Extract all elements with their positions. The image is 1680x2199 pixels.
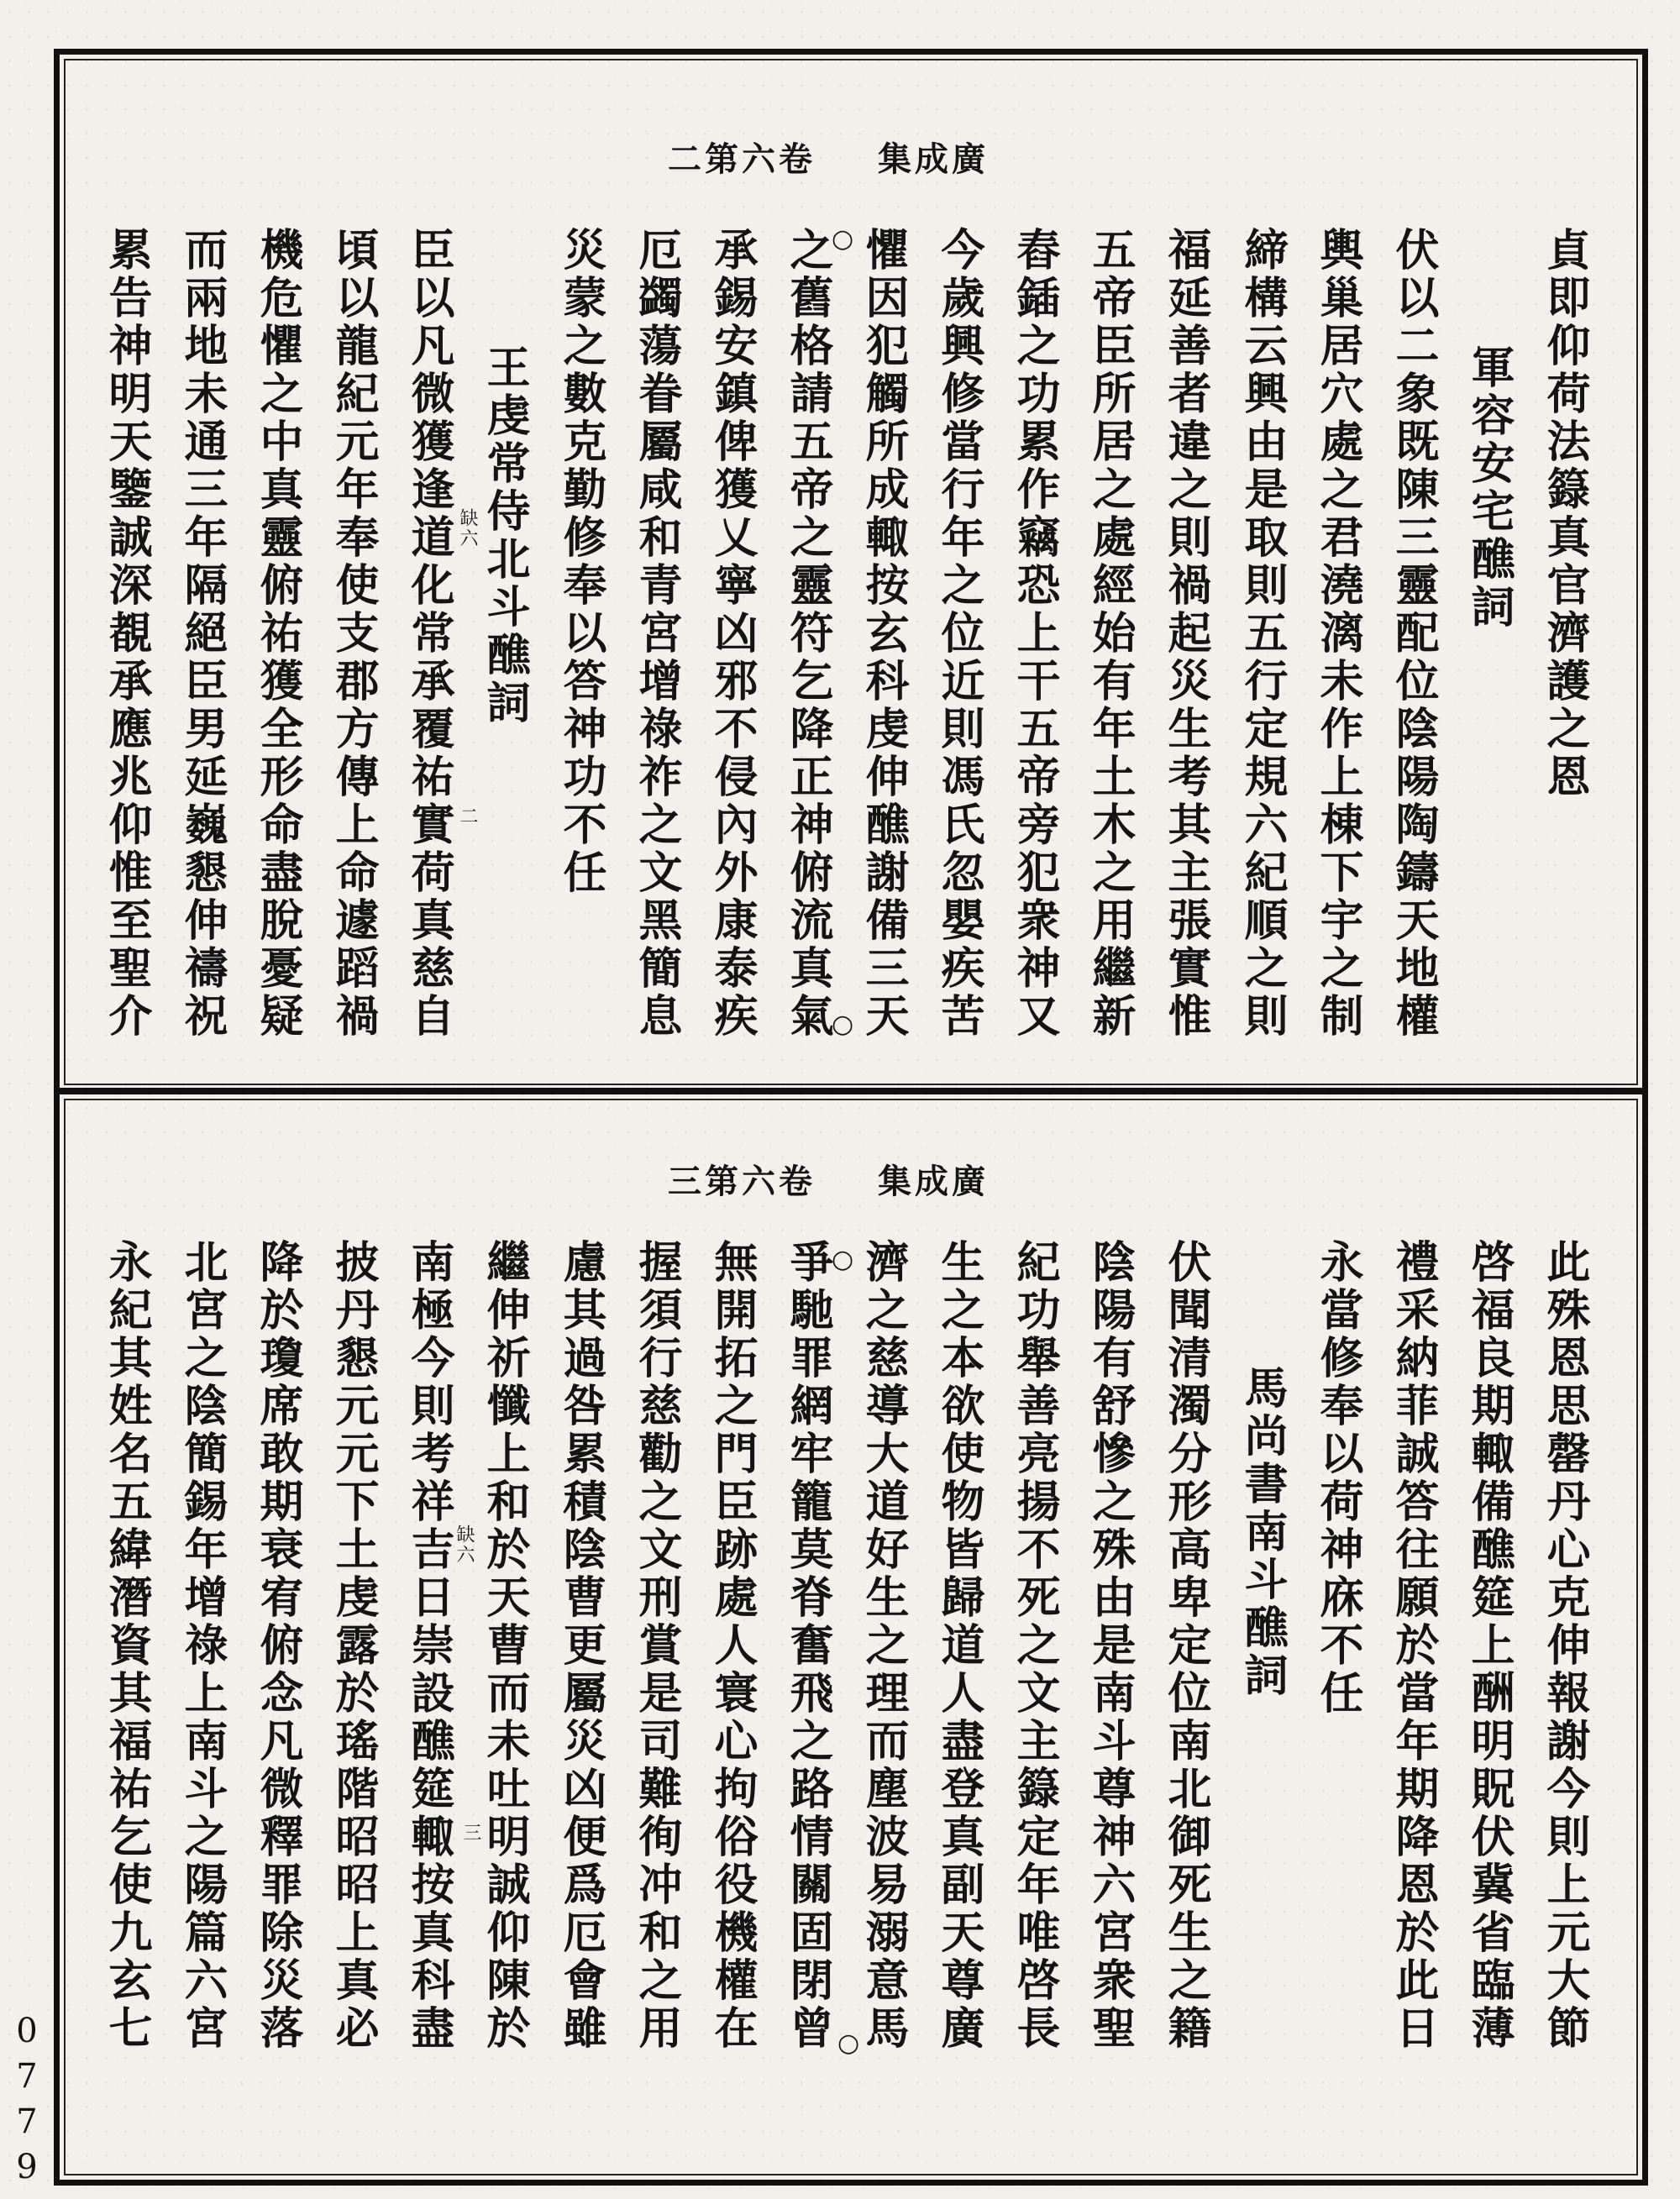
text-column: 繼伸祈懺上和於天曹而未吐明誠仰陳於 — [479, 1239, 530, 2053]
text-column: 之舊格請五帝之靈符乞降正神俯流真氣 — [782, 227, 833, 1041]
text-column: 永紀其姓名五緯潛資其福祐乞使九玄七 — [101, 1239, 152, 2053]
text-column: 紀功舉善亮揚不死之文主籙定年唯啓長 — [1009, 1239, 1060, 2053]
text-column: 機危懼之中真靈俯祐獲全形命盡脫憂疑 — [252, 227, 303, 1041]
text-column: 此殊恩思罄丹心克伸報謝今則上元大節 — [1539, 1239, 1590, 2053]
scan-page-number: 0779 — [8, 2012, 46, 2193]
text-column: 南極今則考祥吉日崇設醮筵輙按真科盡 — [403, 1239, 454, 2053]
text-column: 握須行慈勸之文刑賞是司難徇冲和之用 — [631, 1239, 682, 2053]
text-column: 禮采納菲誠答往願於當年期降恩於此日 — [1388, 1239, 1439, 2053]
text-column: 累告神明天鑒誠深覩承應兆仰惟至聖介 — [101, 227, 152, 1041]
text-column: 降於瓊席敢期衰宥俯念凡微釋罪除災落 — [252, 1239, 303, 2053]
text-column: 伏聞清濁分形高卑定位南北御死生之籍 — [1160, 1239, 1211, 2053]
text-column: 輿巢居穴處之君澆漓未作上棟下宇之制 — [1312, 227, 1363, 1041]
text-column: 披丹懇元元下土虔露於瑤階昭昭上真必 — [328, 1239, 379, 2053]
text-column: 災蒙之數克勤修奉以答神功不任 — [555, 227, 606, 897]
text-column: 承錫安鎮俾獲乂寧凶邪不侵內外康泰疾 — [706, 227, 758, 1041]
text-column: 而兩地未通三年隔絕臣男延巍懇伸禱祝 — [176, 227, 228, 1041]
text-column: 五帝臣所居之處經始有年土木之用繼新 — [1084, 227, 1136, 1041]
leaf-header-title: 集成廣 — [878, 1162, 989, 1201]
text-column: 締構云興由是取則五行定規六紀順之則 — [1236, 227, 1288, 1041]
text-column: 貞即仰荷法籙真官濟護之恩 — [1539, 227, 1590, 801]
case-marker-note: 缺六 — [454, 1525, 475, 1565]
text-column: 福延善者違之則禍起災生考其主張實惟 — [1160, 227, 1211, 1041]
collation-circle-mark: ○ — [832, 1245, 854, 1274]
text-column: 濟之慈導大道好生之理而塵波易溺意馬 — [858, 1239, 909, 2053]
text-column: 陰陽有舒慘之殊由是南斗尊神六宮衆聖 — [1084, 1239, 1136, 2053]
text-column: 臣以凡微獲逢道化常承覆祐實荷真慈自 — [403, 227, 454, 1041]
text-column: 厄蠲蕩眷屬咸和青宮增祿祚之文黑簡息 — [631, 227, 682, 1041]
prayer-title: 王虔常侍北斗醮詞 — [479, 344, 530, 727]
text-column: 慮其過咎累積陰曹更屬災凶便爲厄會雖 — [555, 1239, 606, 2053]
leaf-header-title: 集成廣 — [878, 139, 989, 179]
text-column: 永當修奉以荷神庥不任 — [1312, 1239, 1363, 1718]
text-column: 北宮之陰簡錫年增祿上南斗之陽篇六宮 — [176, 1239, 228, 2053]
text-column: 爭馳罪網牢籠莫脊奮飛之路情關固閉曾 — [782, 1239, 833, 2053]
text-column: 舂鍤之功累作竊恐上干五帝旁犯衆神又 — [1009, 227, 1060, 1041]
text-column: 伏以二象既陳三靈配位陰陽陶鑄天地權 — [1388, 227, 1439, 1041]
leaf-header-volume: 三第六卷 — [668, 1162, 816, 1201]
text-column: 生之本欲使物皆歸道人盡登真副天尊廣 — [933, 1239, 984, 2053]
text-column: 啓福良期輙備醮筵上酬明貺伏冀省臨薄 — [1463, 1239, 1515, 2053]
collation-circle-mark: ○ — [837, 2028, 860, 2058]
leaf-number-note: 二 — [457, 806, 478, 827]
text-column: 無開拓之門臣跡處人寰心拘俗役機權在 — [706, 1239, 758, 2053]
case-marker-note: 缺六 — [457, 508, 478, 548]
leaf-header-volume: 二第六卷 — [668, 139, 816, 179]
text-column: 懼因犯觸所成輙按玄科虔伸醮謝備三天 — [858, 227, 909, 1041]
prayer-title: 馬尚書南斗醮詞 — [1236, 1365, 1288, 1700]
collation-circle-mark: ○ — [832, 1010, 854, 1039]
text-column: 今歲興修當行年之位近則馮氏忽嬰疾苦 — [933, 227, 984, 1041]
prayer-title: 軍容安宅醮詞 — [1463, 344, 1515, 632]
text-column: 頃以龍紀元年奉使支郡方傳上命遽蹈禍 — [328, 227, 379, 1041]
leaf-number-note: 三 — [460, 1823, 481, 1843]
collation-circle-mark: ○ — [832, 224, 854, 254]
